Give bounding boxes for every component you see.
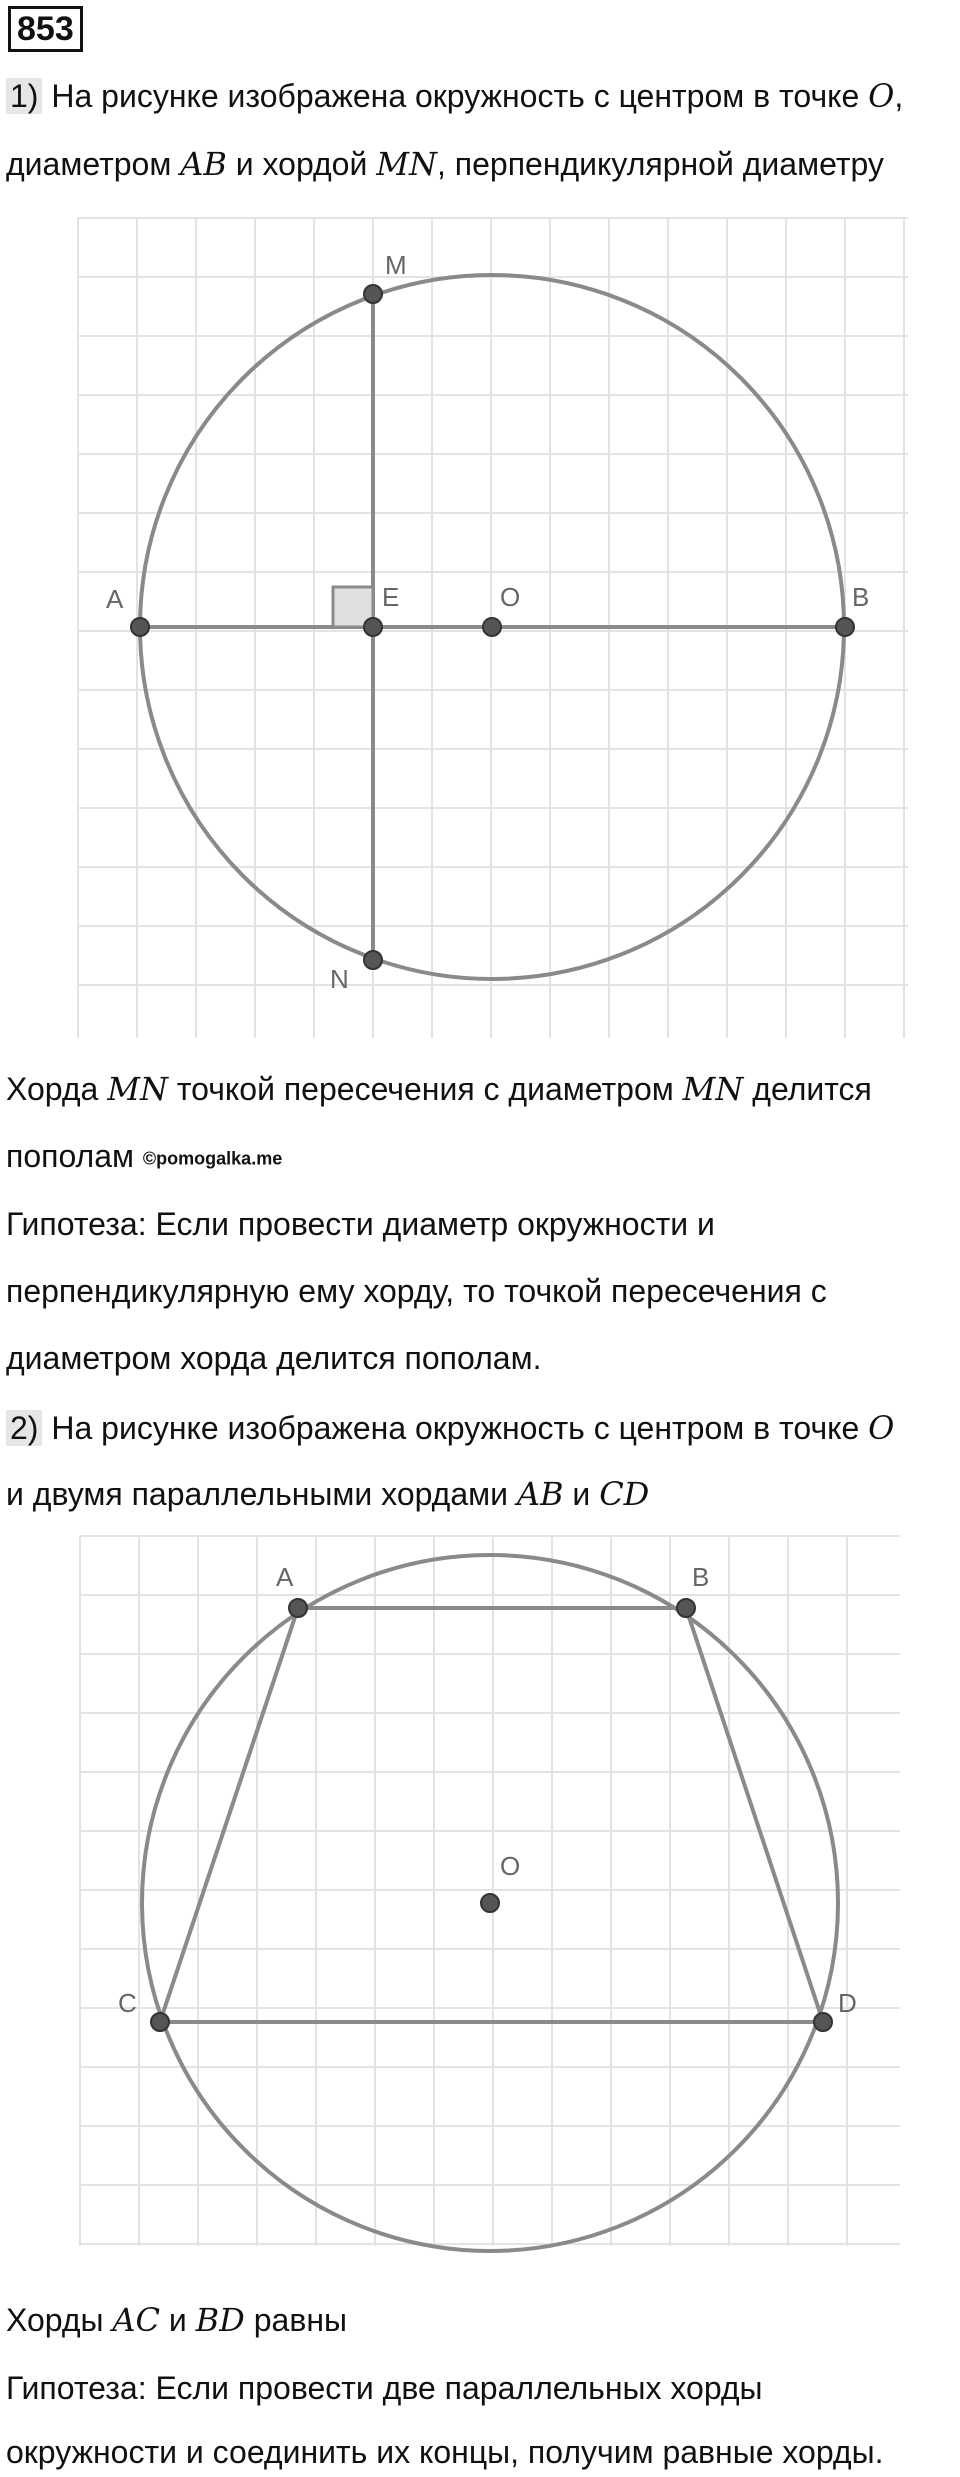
- part2-index: 2): [6, 1410, 42, 1446]
- text: На рисунке изображена окружность с центром в точке: [51, 78, 869, 114]
- part2-intro-line2: [6, 1474, 649, 1514]
- text: делится: [743, 1071, 872, 1107]
- part2-hypothesis-line2: окружности и соединить их концы, получим равные хорды.: [6, 2434, 884, 2470]
- math-chord-bd: BD: [195, 2301, 245, 2339]
- point-b: [677, 1599, 695, 1617]
- watermark: ©pomogalka.me: [142, 1148, 283, 1169]
- part2-intro-line1: [6, 1408, 894, 1448]
- label-m: M: [385, 250, 407, 280]
- text: Хорда: [6, 1071, 108, 1107]
- text: Хорды: [6, 2302, 113, 2338]
- text: точкой пересечения с диаметром: [167, 1071, 683, 1107]
- point-d: [814, 2013, 832, 2031]
- label-a: A: [106, 584, 124, 614]
- part1-intro-line1: [6, 76, 903, 116]
- label-o: O: [500, 1851, 521, 1881]
- text: На рисунке изображена окружность с центром в точке: [51, 1410, 869, 1446]
- text: , перпендикулярной диаметру: [437, 146, 884, 182]
- math-chord: MN: [107, 1070, 168, 1108]
- part1-hypothesis-line2: перпендикулярную ему хорду, то точкой пересечения с: [6, 1273, 827, 1309]
- part1-hypothesis-line1: Гипотеза: Если провести диаметр окружности и: [6, 1206, 715, 1242]
- problem-number: 853: [8, 6, 83, 52]
- part1-result-line2: [6, 1136, 282, 1179]
- math-chord-ac: AC: [112, 2301, 160, 2339]
- label-d: D: [838, 1988, 857, 2018]
- math-chord-cd: CD: [599, 1475, 650, 1513]
- text: диаметром: [6, 146, 181, 182]
- label-b: B: [852, 582, 870, 612]
- part1-intro-line2: [6, 144, 884, 184]
- point-a: [131, 618, 149, 636]
- part1-index: 1): [6, 78, 42, 114]
- trapezoid-abdc: [160, 1608, 823, 2022]
- figure-1: [0, 210, 960, 1050]
- math-center: O: [868, 1409, 895, 1447]
- part2-hypothesis-line1: Гипотеза: Если провести две параллельных хорды: [6, 2370, 763, 2406]
- label-e: E: [382, 582, 400, 612]
- text: равны: [244, 2302, 347, 2338]
- label-a: A: [276, 1562, 294, 1592]
- point-n: [364, 951, 382, 969]
- math-chord: MN: [376, 145, 437, 183]
- label-b: B: [692, 1562, 710, 1592]
- part1-result-line1: [6, 1069, 872, 1109]
- label-n: N: [330, 964, 349, 994]
- point-o: [481, 1894, 499, 1912]
- math-center: O: [868, 77, 895, 115]
- figure-2: [0, 1530, 960, 2260]
- point-b: [836, 618, 854, 636]
- part2-result-line: [6, 2300, 347, 2340]
- math-chord-ab: AB: [516, 1475, 564, 1513]
- label-c: C: [118, 1988, 137, 2018]
- text: и: [563, 1476, 600, 1512]
- math-diameter: MN: [682, 1070, 744, 1108]
- point-c: [151, 2013, 169, 2031]
- point-a: [289, 1599, 307, 1617]
- part1-hypothesis-line3: диаметром хорда делится пополам.: [6, 1340, 542, 1376]
- text: пополам: [6, 1138, 135, 1174]
- label-o: O: [500, 582, 521, 612]
- text: и двумя параллельными хордами: [6, 1476, 517, 1512]
- point-e: [364, 618, 382, 636]
- text: ,: [894, 78, 904, 114]
- point-m: [364, 285, 382, 303]
- math-diameter: AB: [180, 145, 227, 183]
- point-o: [483, 618, 501, 636]
- text: и хордой: [226, 146, 377, 182]
- text: и: [160, 2302, 196, 2338]
